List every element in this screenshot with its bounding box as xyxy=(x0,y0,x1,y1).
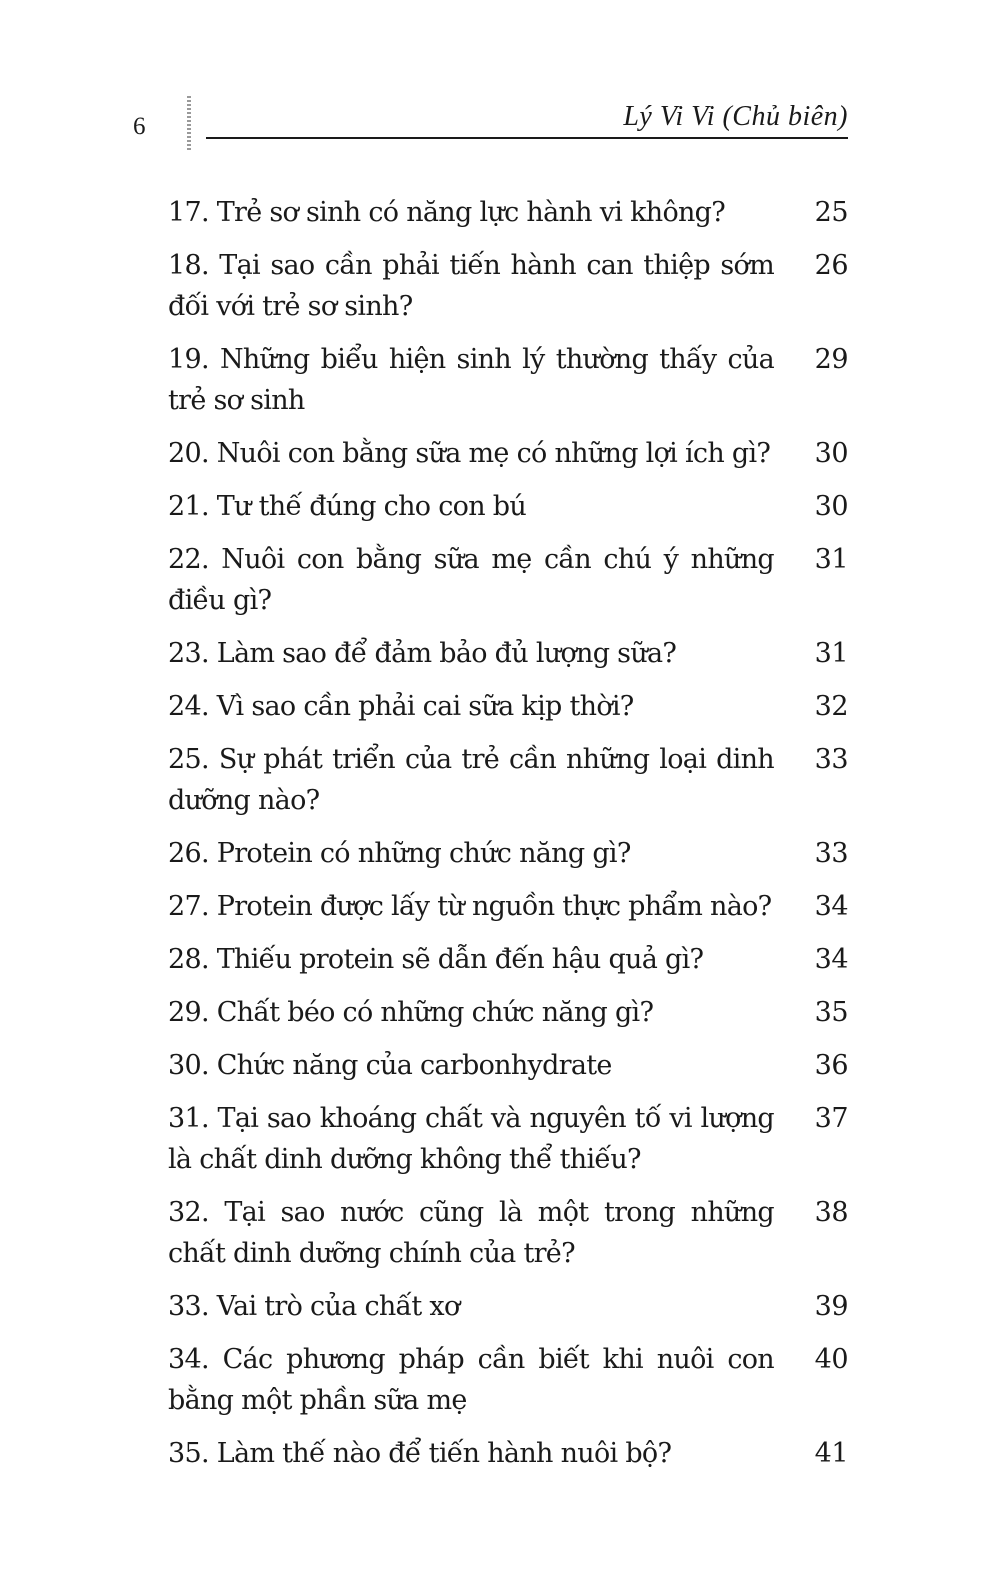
toc-entry xyxy=(168,1286,848,1327)
toc-entry xyxy=(168,1433,848,1474)
toc-entry-title: 24. Vì sao cần phải cai sữa kịp thời? xyxy=(168,691,634,722)
toc-entry xyxy=(168,739,848,821)
toc-entry-title: 21. Tư thế đúng cho con bú xyxy=(168,491,527,522)
toc-entry-title: 19. Những biểu hiện sinh lý thường thấy của trẻ sơ sinh xyxy=(168,344,774,416)
toc-entry xyxy=(168,833,848,874)
toc-entry xyxy=(168,539,848,621)
header-rule xyxy=(206,137,848,139)
toc-entry xyxy=(168,192,848,233)
toc-entry-page: 31 xyxy=(814,544,848,575)
toc-entry-page: 33 xyxy=(814,838,848,869)
toc-entry xyxy=(168,886,848,927)
toc-entry-page: 34 xyxy=(814,891,848,922)
header-divider xyxy=(187,96,191,152)
toc-entry-page: 35 xyxy=(814,997,848,1028)
page-number: 6 xyxy=(133,113,146,140)
toc-entry xyxy=(168,486,848,527)
toc-entry xyxy=(168,1098,848,1180)
toc-entry xyxy=(168,339,848,421)
toc-entry-title: 28. Thiếu protein sẽ dẫn đến hậu quả gì? xyxy=(168,944,704,975)
toc-entry-title: 33. Vai trò của chất xơ xyxy=(168,1291,460,1322)
toc-entry-title: 26. Protein có những chức năng gì? xyxy=(168,838,631,869)
toc-entry-title: 25. Sự phát triển của trẻ cần những loại dinh dưỡng nào? xyxy=(168,744,774,816)
toc-entry-page: 38 xyxy=(814,1197,848,1228)
toc-entry-title: 22. Nuôi con bằng sữa mẹ cần chú ý những điều gì? xyxy=(168,544,774,616)
toc-entry xyxy=(168,1045,848,1086)
toc-entry-page: 29 xyxy=(814,344,848,375)
toc-entry xyxy=(168,1339,848,1421)
toc-entry-page: 32 xyxy=(814,691,848,722)
toc-entry-page: 33 xyxy=(814,744,848,775)
toc-entry-title: 18. Tại sao cần phải tiến hành can thiệp sớm đối với trẻ sơ sinh? xyxy=(168,250,774,322)
toc-entry-title: 30. Chức năng của carbonhydrate xyxy=(168,1050,612,1081)
toc-entry-page: 26 xyxy=(814,250,848,281)
toc-entry xyxy=(168,939,848,980)
toc-entry-page: 37 xyxy=(814,1103,848,1134)
toc-entry-page: 31 xyxy=(814,638,848,669)
toc-entry xyxy=(168,245,848,327)
toc-entry-title: 31. Tại sao khoáng chất và nguyên tố vi lượng là chất dinh dưỡng không thể thiếu? xyxy=(168,1103,774,1175)
toc-entry-page: 41 xyxy=(814,1438,848,1469)
toc-entry-title: 27. Protein được lấy từ nguồn thực phẩm nào? xyxy=(168,891,772,922)
toc-entry-title: 29. Chất béo có những chức năng gì? xyxy=(168,997,654,1028)
toc-entry-title: 32. Tại sao nước cũng là một trong những chất dinh dưỡng chính của trẻ? xyxy=(168,1197,774,1269)
table-of-contents xyxy=(168,192,848,1486)
toc-entry xyxy=(168,433,848,474)
toc-entry-title: 23. Làm sao để đảm bảo đủ lượng sữa? xyxy=(168,638,677,669)
toc-entry-title: 35. Làm thế nào để tiến hành nuôi bộ? xyxy=(168,1438,672,1469)
toc-entry xyxy=(168,633,848,674)
toc-entry-title: 34. Các phương pháp cần biết khi nuôi con bằng một phần sữa mẹ xyxy=(168,1344,774,1416)
toc-entry-page: 36 xyxy=(814,1050,848,1081)
toc-entry xyxy=(168,686,848,727)
toc-entry-title: 20. Nuôi con bằng sữa mẹ có những lợi ích gì? xyxy=(168,438,771,469)
toc-entry-page: 40 xyxy=(814,1344,848,1375)
toc-entry-page: 25 xyxy=(814,197,848,228)
toc-entry-title: 17. Trẻ sơ sinh có năng lực hành vi không? xyxy=(168,197,726,228)
toc-entry xyxy=(168,1192,848,1274)
toc-entry-page: 39 xyxy=(814,1291,848,1322)
header-author: Lý Vi Vi (Chủ biên) xyxy=(623,101,848,132)
toc-entry-page: 30 xyxy=(814,491,848,522)
toc-entry-page: 34 xyxy=(814,944,848,975)
toc-entry-page: 30 xyxy=(814,438,848,469)
toc-entry xyxy=(168,992,848,1033)
